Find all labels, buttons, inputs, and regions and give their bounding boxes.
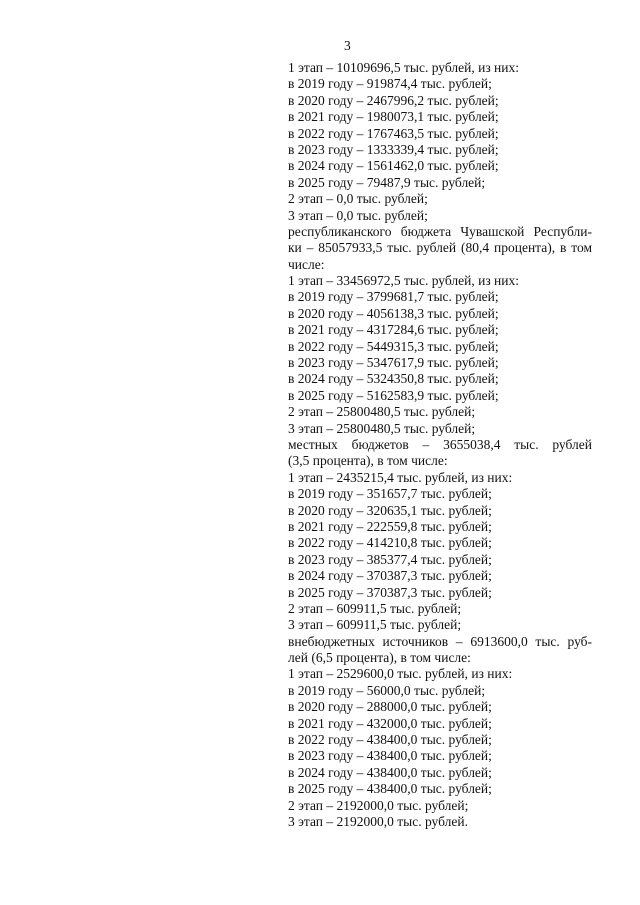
text-line: 3 этап – 2192000,0 тыс. рублей. xyxy=(288,813,468,829)
text-line: в 2020 году – 320635,1 тыс. рублей; xyxy=(288,502,492,518)
text-line: в 2024 году – 438400,0 тыс. рублей; xyxy=(288,764,492,780)
text-line: в 2024 году – 370387,3 тыс. рублей; xyxy=(288,568,492,584)
text-line: в 2023 году – 1333339,4 тыс. рублей; xyxy=(288,141,499,157)
page-number: 3 xyxy=(344,38,351,53)
text-line: в 2025 году – 79487,9 тыс. рублей; xyxy=(288,174,486,190)
text-line: в 2021 году – 1980073,1 тыс. рублей; xyxy=(288,109,499,125)
text-line: в 2022 году – 438400,0 тыс. рублей; xyxy=(288,732,492,748)
text-line: в 2023 году – 5347617,9 тыс. рублей; xyxy=(288,355,499,371)
text-line: 3 этап – 25800480,5 тыс. рублей; xyxy=(288,420,476,436)
text-line: 1 этап – 2435215,4 тыс. рублей, из них: xyxy=(288,469,513,485)
text-line: в 2023 году – 385377,4 тыс. рублей; xyxy=(288,551,492,567)
text-line: в 2025 году – 5162583,9 тыс. рублей; xyxy=(288,387,499,403)
text-line: числе: xyxy=(288,256,325,272)
text-line: в 2019 году – 919874,4 тыс. рублей; xyxy=(288,76,492,92)
text-line: в 2019 году – 351657,7 тыс. рублей; xyxy=(288,486,492,502)
text-line: в 2021 году – 432000,0 тыс. рублей; xyxy=(288,715,492,731)
text-line: 1 этап – 10109696,5 тыс. рублей, из них: xyxy=(288,60,519,75)
text-line: в 2024 году – 5324350,8 тыс. рублей; xyxy=(288,371,499,387)
text-line: республиканского бюджета Чувашской Республи- xyxy=(288,223,592,239)
text-line: в 2021 году – 4317284,6 тыс. рублей; xyxy=(288,322,499,338)
text-line: 2 этап – 2192000,0 тыс. рублей; xyxy=(288,797,469,813)
text-line: местных бюджетов – 3655038,4 тыс. рублей xyxy=(288,436,592,452)
text-line: в 2021 году – 222559,8 тыс. рублей; xyxy=(288,518,492,534)
text-line: в 2019 году – 3799681,7 тыс. рублей; xyxy=(288,289,499,305)
text-line: в 2020 году – 4056138,3 тыс. рублей; xyxy=(288,305,499,321)
text-line: в 2022 году – 5449315,3 тыс. рублей; xyxy=(288,338,499,354)
text-line: 1 этап – 2529600,0 тыс. рублей, из них: xyxy=(288,666,513,682)
text-line: в 2020 году – 2467996,2 тыс. рублей; xyxy=(288,92,499,108)
text-line: 3 этап – 0,0 тыс. рублей; xyxy=(288,207,428,223)
text-line: 2 этап – 0,0 тыс. рублей; xyxy=(288,191,428,207)
text-line: в 2020 году – 288000,0 тыс. рублей; xyxy=(288,699,492,715)
text-line: 2 этап – 25800480,5 тыс. рублей; xyxy=(288,404,476,420)
text-line: в 2022 году – 414210,8 тыс. рублей; xyxy=(288,535,492,551)
text-line: (3,5 процента), в том числе: xyxy=(288,453,448,469)
text-line: в 2023 году – 438400,0 тыс. рублей; xyxy=(288,748,492,764)
text-line: 2 этап – 609911,5 тыс. рублей; xyxy=(288,600,462,616)
text-line: в 2022 году – 1767463,5 тыс. рублей; xyxy=(288,125,499,141)
text-line: 3 этап – 609911,5 тыс. рублей; xyxy=(288,617,462,633)
document-text xyxy=(288,60,592,830)
text-line: ки – 85057933,5 тыс. рублей (80,4 процента), в том xyxy=(288,240,592,256)
text-line: в 2019 году – 56000,0 тыс. рублей; xyxy=(288,682,486,698)
text-line: 1 этап – 33456972,5 тыс. рублей, из них: xyxy=(288,273,519,289)
text-line: в 2024 году – 1561462,0 тыс. рублей; xyxy=(288,158,499,174)
text-line: в 2025 году – 438400,0 тыс. рублей; xyxy=(288,781,492,797)
text-line: внебюджетных источников – 6913600,0 тыс. руб- xyxy=(288,633,592,649)
text-line: в 2025 году – 370387,3 тыс. рублей; xyxy=(288,584,492,600)
text-line: лей (6,5 процента), в том числе: xyxy=(288,650,471,666)
